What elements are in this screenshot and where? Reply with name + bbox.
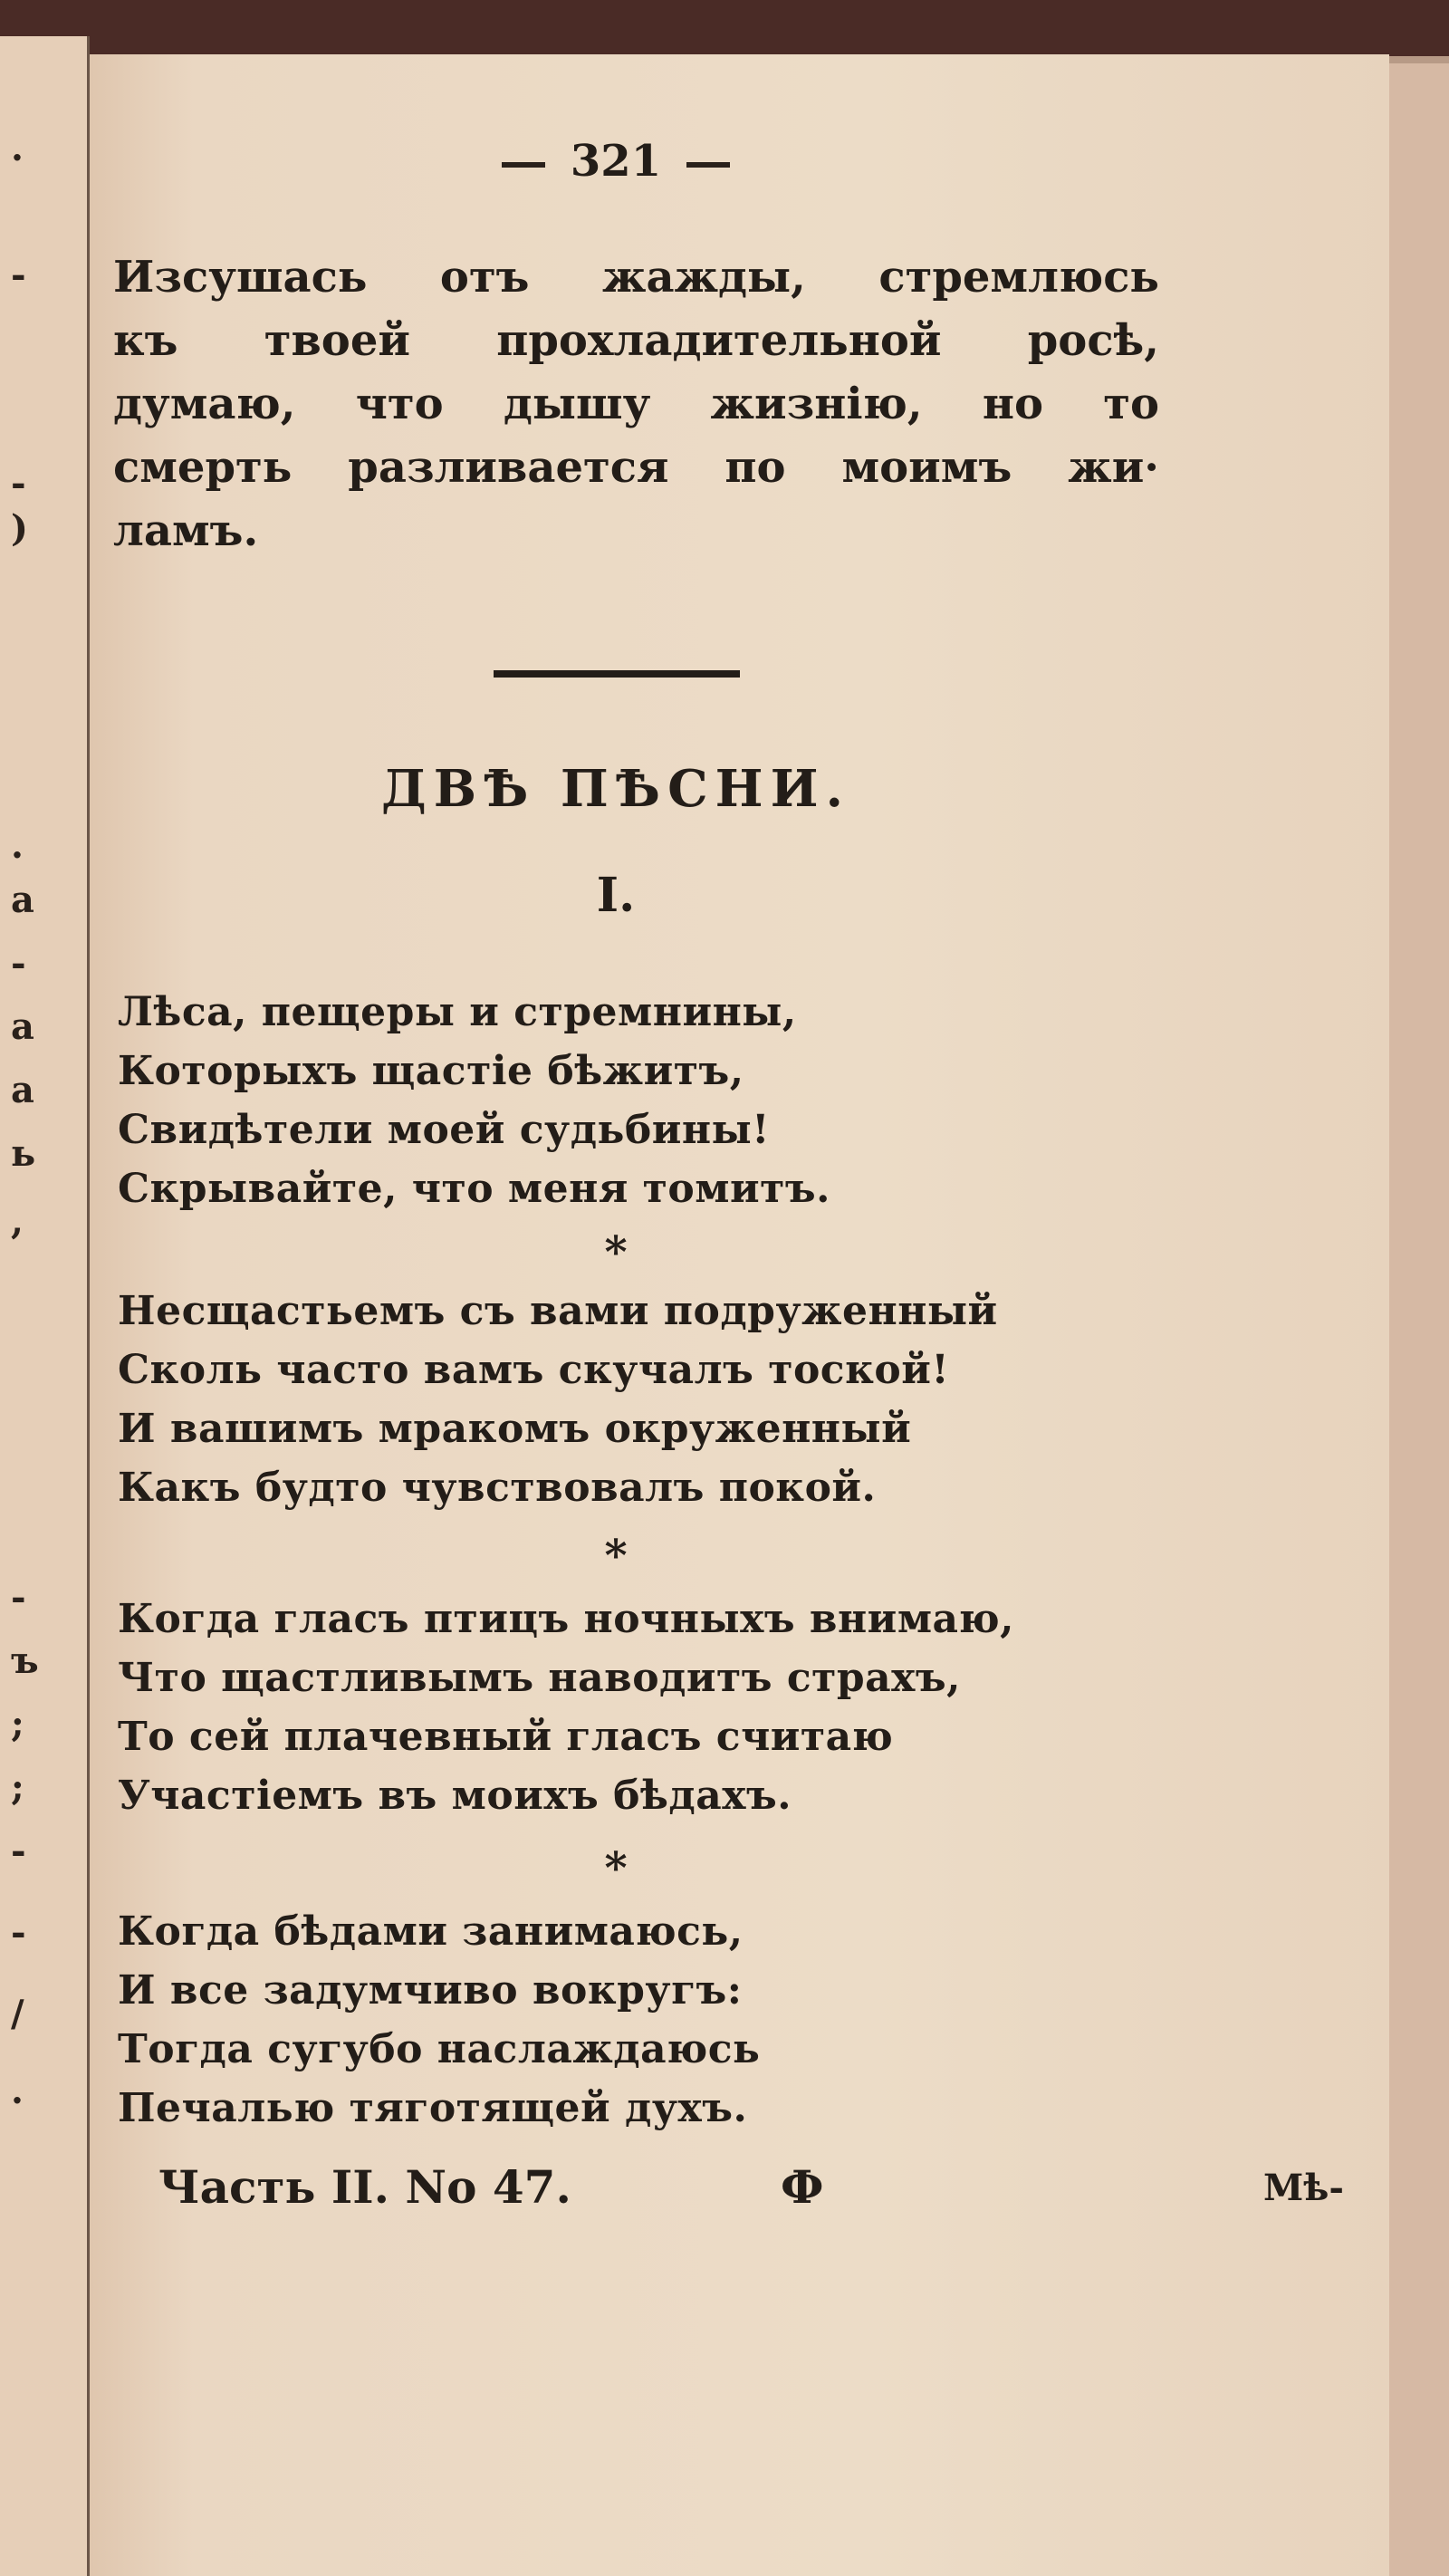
verse-line: Участіемъ въ моихъ бѣдахъ. [118,1773,792,1819]
verse-line: Которыхъ щастіе бѣжитъ, [118,1048,744,1094]
previous-page-edge [0,36,90,2576]
verse-line: И вашимъ мракомъ окруженный [118,1406,912,1452]
page-right-edge [1389,63,1449,2576]
sheet-mark: Ф [781,2160,824,2214]
dash-ornament [686,162,730,168]
scan-top-strip [0,0,1449,56]
left-fragment: ь [11,1132,36,1175]
page-number-text: 321 [570,136,662,187]
prose-line: ламъ. [113,505,259,556]
left-fragment: ; [11,1766,24,1809]
left-fragment: ; [11,1703,24,1745]
verse-line: То сей плачевный гласъ считаю [118,1714,894,1760]
left-fragment: - [11,1830,26,1872]
verse-line: Свидѣтели моей судьбины! [118,1107,770,1153]
verse-line: Лѣса, пещеры и стремнины, [118,989,797,1035]
verse-line: Скрывайте, что меня томитъ. [118,1166,830,1212]
verse-line: Сколь часто вамъ скучалъ тоской! [118,1347,950,1393]
left-fragment: - [11,254,26,296]
left-fragment: a [11,1069,34,1111]
section-rule [494,670,740,678]
stanza-separator: * [604,1843,628,1894]
dash-ornament [502,162,545,168]
verse-line: Несщастьемъ съ вами подруженный [118,1288,998,1334]
left-fragment: a [11,1005,34,1048]
prose-line: къ твоей прохладительной росѣ, [113,315,1159,366]
prose-line: Изсушась отъ жажды, стремлюсь [113,252,1159,303]
left-fragment: . [11,2070,24,2112]
left-fragment: ) [11,507,28,550]
left-fragment: , [11,1200,24,1243]
section-number: I. [596,868,636,923]
left-fragment: - [11,1576,26,1619]
left-fragment: ъ [11,1639,39,1682]
poem-title: ДВѢ ПѢСНИ. [381,759,850,819]
verse-line: Когда бѣдами занимаюсь, [118,1908,744,1955]
verse-line: Тогда сугубо наслаждаюсь [118,2026,761,2072]
left-fragment: - [11,1911,26,1954]
signature-mark: Часть II. No 47. [158,2160,571,2214]
verse-line: И все задумчиво вокругъ: [118,1967,743,2014]
prose-paragraph [113,252,1159,569]
stanza-separator: * [604,1227,628,1278]
stanza-separator: * [604,1531,628,1581]
verse-line: Печалью тяготящей духъ. [118,2085,748,2131]
verse-line: Что щастливымъ наводитъ страхъ, [118,1655,961,1701]
left-fragment: / [11,1993,24,2035]
catchword: Мѣ- [1263,2167,1345,2209]
left-fragment: . [11,824,24,867]
left-fragment: . [11,127,24,169]
left-fragment: - [11,462,26,505]
verse-line: Какъ будто чувствовалъ покой. [118,1465,877,1511]
prose-line: думаю, что дышу жизнію, но то [113,379,1159,429]
prose-line: смерть разливается по моимъ жи· [113,442,1159,493]
verse-line: Когда гласъ птицъ ночныхъ внимаю, [118,1596,1014,1642]
page-number [453,136,779,187]
left-fragment: a [11,879,34,921]
left-fragment: - [11,942,26,985]
